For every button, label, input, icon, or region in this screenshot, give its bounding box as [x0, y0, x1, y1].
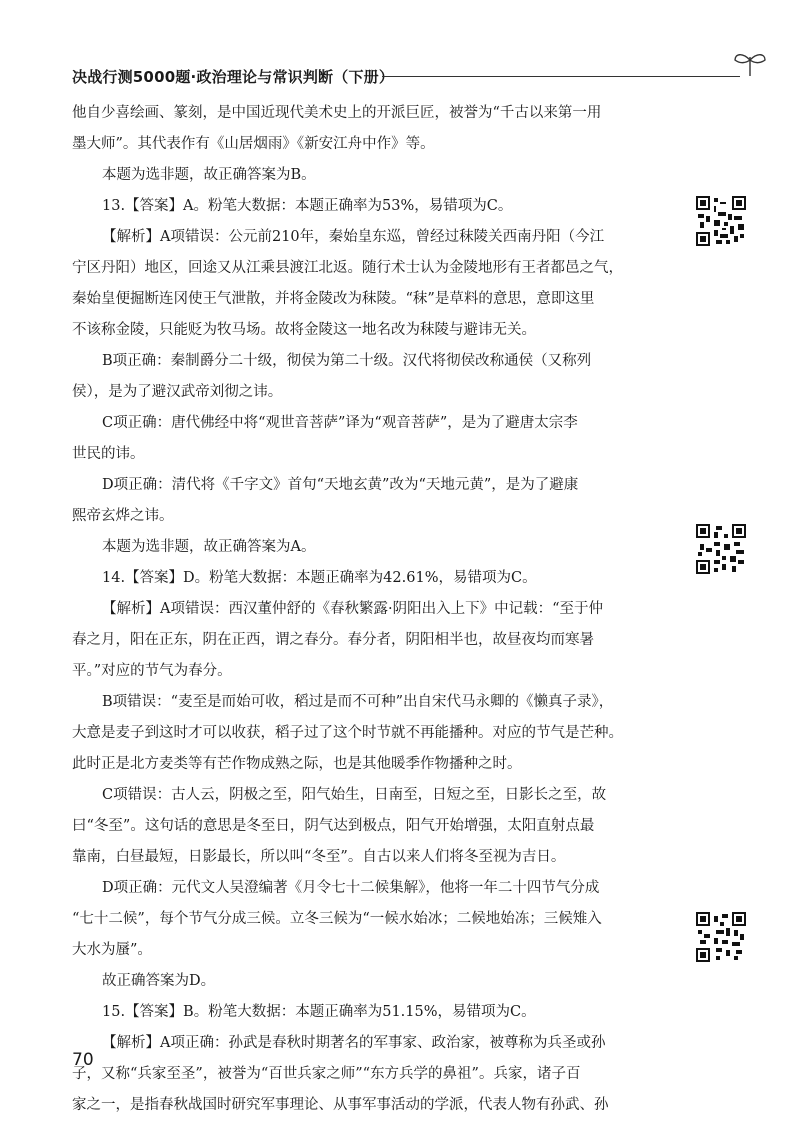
- text-line: 平。”对应的节气为春分。: [72, 663, 232, 679]
- answer-line-13: 13.【答案】A。粉笔大数据：本题正确率为53%，易错项为C。: [102, 198, 513, 214]
- header-rule: [382, 76, 740, 77]
- text-line: 不该称金陵，只能贬为牧马场。故将金陵这一地名改为秣陵与避讳无关。: [72, 322, 536, 338]
- answer-line-15: 15.【答案】B。粉笔大数据：本题正确率为51.15%，易错项为C。: [102, 1004, 536, 1020]
- text-line: B项错误：“麦至是而始可收，稻过是而不可种”出自宋代马永卿的《懒真子录》，: [102, 694, 614, 710]
- text-line: C项错误：古人云，阴极之至，阳气始生，日南至，日短之至，日影长之至，故: [102, 787, 607, 803]
- sprout-icon: [732, 48, 768, 78]
- qr-code-icon[interactable]: [696, 196, 746, 246]
- text-line: 熙帝玄烨之讳。: [72, 508, 174, 524]
- text-line: B项正确：秦制爵分二十级，彻侯为第二十级。汉代将彻侯改称通侯（又称列: [102, 353, 592, 369]
- text-line: 家之一，是指春秋战国时研究军事理论、从事军事活动的学派，代表人物有孙武、孙: [72, 1097, 609, 1113]
- answer-line-14: 14.【答案】D。粉笔大数据：本题正确率为42.61%，易错项为C。: [102, 570, 537, 586]
- text-line: 故正确答案为D。: [102, 973, 216, 989]
- text-line: 大水为蜃”。: [72, 942, 152, 958]
- qr-code-icon[interactable]: [696, 912, 746, 962]
- text-line: 曰“冬至”。这句话的意思是冬至日，阴气达到极点，阳气开始增强，太阳直射点最: [72, 818, 595, 834]
- text-line: 大意是麦子到这时才可以收获，稻子过了这个时节就不再能播种。对应的节气是芒种。: [72, 725, 623, 741]
- text-line: 子，又称“兵家至圣”，被誉为“百世兵家之师”“东方兵学的鼻祖”。兵家，诸子百: [72, 1066, 581, 1082]
- book-title: 决战行测5000题·政治理论与常识判断（下册）: [72, 68, 395, 86]
- text-line: 本题为选非题，故正确答案为A。: [102, 539, 316, 555]
- text-line: 靠南，白昼最短，日影最长，所以叫“冬至”。自古以来人们将冬至视为吉日。: [72, 849, 566, 865]
- text-line: 宁区丹阳）地区，回途又从江乘县渡江北返。随行术士认为金陵地形有王者都邑之气，: [72, 260, 623, 276]
- text-line: 秦始皇便掘断连冈使王气泄散，并将金陵改为秣陵。“秣”是草料的意思，意即这里: [72, 291, 595, 307]
- text-line: D项正确：元代文人吴澄编著《月令七十二候集解》，他将一年二十四节气分成: [102, 880, 600, 896]
- text-line: 世民的讳。: [72, 446, 145, 462]
- page-number: 70: [72, 1050, 94, 1070]
- text-line: 此时正是北方麦类等有芒作物成熟之际，也是其他暖季作物播种之时。: [72, 756, 522, 772]
- text-line: 【解析】A项错误：西汉董仲舒的《春秋繁露·阴阳出入上下》中记载：“至于仲: [102, 601, 603, 617]
- text-line: D项正确：清代将《千字文》首句“天地玄黄”改为“天地元黄”，是为了避康: [102, 477, 579, 493]
- text-line: 【解析】A项正确：孙武是春秋时期著名的军事家、政治家，被尊称为兵圣或孙: [102, 1035, 606, 1051]
- text-line: 春之月，阳在正东，阴在正西，谓之春分。春分者，阴阳相半也，故昼夜均而寒暑: [72, 632, 594, 648]
- text-line: 【解析】A项错误：公元前210年，秦始皇东巡，曾经过秣陵关西南丹阳（今江: [102, 229, 605, 245]
- qr-code-icon[interactable]: [696, 524, 746, 574]
- text-line: 他自少喜绘画、篆刻，是中国近现代美术史上的开派巨匠，被誉为“千古以来第一用: [72, 105, 602, 121]
- text-line: “七十二候”，每个节气分成三候。立冬三候为“一候水始冰；二候地始冻；三候雉入: [72, 911, 602, 927]
- text-line: 侯），是为了避汉武帝刘彻之讳。: [72, 384, 283, 400]
- text-line: C项正确：唐代佛经中将“观世音菩萨”译为“观音菩萨”，是为了避唐太宗李: [102, 415, 578, 431]
- running-header: [72, 62, 762, 90]
- text-line: 墨大师”。其代表作有《山居烟雨》《新安江舟中作》等。: [72, 136, 435, 152]
- text-line: 本题为选非题，故正确答案为B。: [102, 167, 316, 183]
